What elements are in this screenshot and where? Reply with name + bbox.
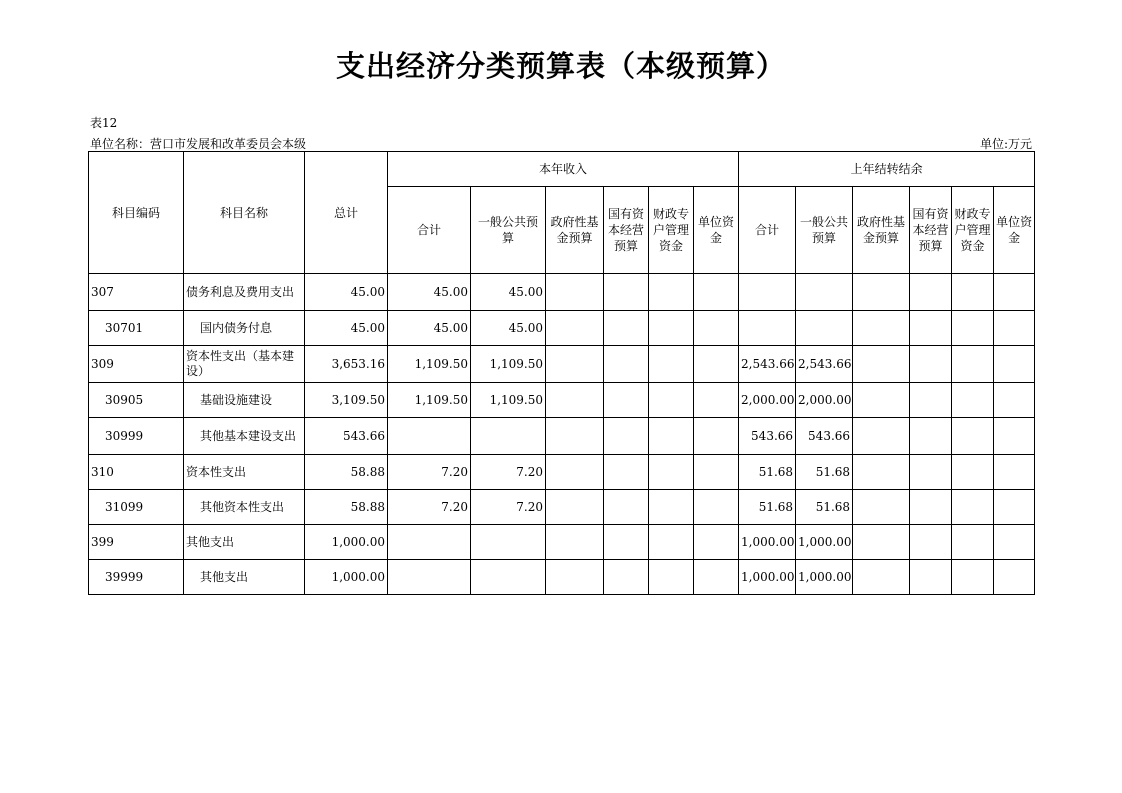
cell-py-state-capital bbox=[910, 560, 952, 595]
cell-cy-state-capital bbox=[604, 346, 649, 383]
cell-cy-total: 45.00 bbox=[388, 274, 471, 311]
cell-py-gov-fund bbox=[853, 346, 910, 383]
cell-py-general: 543.66 bbox=[796, 418, 853, 455]
cell-py-total: 2,000.00 bbox=[739, 383, 796, 418]
cell-code: 39999 bbox=[89, 560, 184, 595]
cell-cy-unit-funds bbox=[694, 383, 739, 418]
cell-name: 资本性支出（基本建设） bbox=[184, 346, 305, 383]
cell-cy-total bbox=[388, 418, 471, 455]
cell-py-gov-fund bbox=[853, 560, 910, 595]
header-cy-general: 一般公共预算 bbox=[471, 187, 546, 274]
header-py-unit-funds: 单位资金 bbox=[994, 187, 1035, 274]
cell-py-general bbox=[796, 311, 853, 346]
cell-cy-total: 45.00 bbox=[388, 311, 471, 346]
cell-py-unit-funds bbox=[994, 346, 1035, 383]
header-prior-year-group: 上年结转结余 bbox=[739, 152, 1035, 187]
table-row bbox=[89, 490, 1035, 525]
cell-cy-unit-funds bbox=[694, 274, 739, 311]
header-cy-fiscal-special: 财政专户管理资金 bbox=[649, 187, 694, 274]
header-cy-state-capital: 国有资本经营预算 bbox=[604, 187, 649, 274]
cell-name: 其他资本性支出 bbox=[184, 490, 305, 525]
cell-py-fiscal-special bbox=[952, 311, 994, 346]
cell-cy-gov-fund bbox=[546, 560, 604, 595]
header-py-gov-fund: 政府性基金预算 bbox=[853, 187, 910, 274]
table-row bbox=[89, 525, 1035, 560]
cell-cy-fiscal-special bbox=[649, 274, 694, 311]
cell-py-state-capital bbox=[910, 274, 952, 311]
cell-py-unit-funds bbox=[994, 455, 1035, 490]
cell-cy-general: 7.20 bbox=[471, 455, 546, 490]
cell-cy-total: 7.20 bbox=[388, 490, 471, 525]
cell-py-total: 2,543.66 bbox=[739, 346, 796, 383]
cell-py-total: 1,000.00 bbox=[739, 525, 796, 560]
cell-cy-state-capital bbox=[604, 383, 649, 418]
cell-py-unit-funds bbox=[994, 311, 1035, 346]
table-row bbox=[89, 455, 1035, 490]
cell-py-fiscal-special bbox=[952, 455, 994, 490]
cell-py-fiscal-special bbox=[952, 274, 994, 311]
cell-py-total bbox=[739, 274, 796, 311]
cell-name: 债务利息及费用支出 bbox=[184, 274, 305, 311]
header-cy-total: 合计 bbox=[388, 187, 471, 274]
cell-cy-general: 45.00 bbox=[471, 274, 546, 311]
cell-py-state-capital bbox=[910, 346, 952, 383]
cell-name: 国内债务付息 bbox=[184, 311, 305, 346]
cell-name: 其他支出 bbox=[184, 560, 305, 595]
cell-cy-general bbox=[471, 560, 546, 595]
cell-py-total bbox=[739, 311, 796, 346]
header-total: 总计 bbox=[305, 152, 388, 274]
header-name: 科目名称 bbox=[184, 152, 305, 274]
cell-cy-fiscal-special bbox=[649, 560, 694, 595]
cell-cy-general: 1,109.50 bbox=[471, 346, 546, 383]
cell-py-total: 543.66 bbox=[739, 418, 796, 455]
cell-total: 1,000.00 bbox=[305, 560, 388, 595]
cell-py-gov-fund bbox=[853, 383, 910, 418]
cell-total: 3,109.50 bbox=[305, 383, 388, 418]
cell-py-unit-funds bbox=[994, 383, 1035, 418]
cell-py-gov-fund bbox=[853, 274, 910, 311]
header-cy-gov-fund: 政府性基金预算 bbox=[546, 187, 604, 274]
cell-cy-unit-funds bbox=[694, 560, 739, 595]
unit-name-label: 单位名称：营口市发展和改革委员会本级 bbox=[90, 137, 307, 151]
cell-py-state-capital bbox=[910, 311, 952, 346]
cell-cy-unit-funds bbox=[694, 525, 739, 560]
cell-cy-gov-fund bbox=[546, 346, 604, 383]
cell-py-total: 1,000.00 bbox=[739, 560, 796, 595]
cell-py-unit-funds bbox=[994, 274, 1035, 311]
cell-cy-gov-fund bbox=[546, 274, 604, 311]
cell-py-gov-fund bbox=[853, 311, 910, 346]
page-title: 支出经济分类预算表（本级预算） bbox=[335, 49, 786, 83]
cell-name: 资本性支出 bbox=[184, 455, 305, 490]
cell-cy-total: 7.20 bbox=[388, 455, 471, 490]
cell-cy-unit-funds bbox=[694, 418, 739, 455]
cell-total: 1,000.00 bbox=[305, 525, 388, 560]
budget-table bbox=[88, 151, 1035, 595]
table-number: 表12 bbox=[90, 116, 118, 130]
cell-total: 58.88 bbox=[305, 490, 388, 525]
cell-cy-gov-fund bbox=[546, 311, 604, 346]
cell-py-unit-funds bbox=[994, 560, 1035, 595]
cell-py-unit-funds bbox=[994, 418, 1035, 455]
cell-cy-general bbox=[471, 418, 546, 455]
table-row bbox=[89, 346, 1035, 383]
cell-cy-fiscal-special bbox=[649, 311, 694, 346]
cell-total: 45.00 bbox=[305, 274, 388, 311]
cell-py-general: 51.68 bbox=[796, 455, 853, 490]
cell-cy-fiscal-special bbox=[649, 525, 694, 560]
table-row bbox=[89, 418, 1035, 455]
cell-cy-general: 45.00 bbox=[471, 311, 546, 346]
cell-cy-unit-funds bbox=[694, 490, 739, 525]
cell-code: 307 bbox=[89, 274, 184, 311]
cell-cy-state-capital bbox=[604, 418, 649, 455]
cell-cy-gov-fund bbox=[546, 418, 604, 455]
cell-cy-state-capital bbox=[604, 560, 649, 595]
cell-py-state-capital bbox=[910, 418, 952, 455]
cell-py-gov-fund bbox=[853, 455, 910, 490]
cell-name: 其他支出 bbox=[184, 525, 305, 560]
cell-cy-state-capital bbox=[604, 455, 649, 490]
header-py-total: 合计 bbox=[739, 187, 796, 274]
cell-py-gov-fund bbox=[853, 490, 910, 525]
cell-cy-general: 7.20 bbox=[471, 490, 546, 525]
cell-code: 31099 bbox=[89, 490, 184, 525]
cell-py-total: 51.68 bbox=[739, 490, 796, 525]
cell-cy-general bbox=[471, 525, 546, 560]
cell-cy-total bbox=[388, 525, 471, 560]
cell-name: 基础设施建设 bbox=[184, 383, 305, 418]
cell-cy-state-capital bbox=[604, 311, 649, 346]
cell-code: 30905 bbox=[89, 383, 184, 418]
cell-py-general: 2,543.66 bbox=[796, 346, 853, 383]
table-row bbox=[89, 311, 1035, 346]
cell-cy-unit-funds bbox=[694, 311, 739, 346]
header-py-state-capital: 国有资本经营预算 bbox=[910, 187, 952, 274]
cell-cy-gov-fund bbox=[546, 455, 604, 490]
header-py-general: 一般公共预算 bbox=[796, 187, 853, 274]
table-row bbox=[89, 383, 1035, 418]
cell-py-state-capital bbox=[910, 455, 952, 490]
cell-cy-total: 1,109.50 bbox=[388, 346, 471, 383]
cell-py-general: 1,000.00 bbox=[796, 525, 853, 560]
cell-py-total: 51.68 bbox=[739, 455, 796, 490]
cell-code: 309 bbox=[89, 346, 184, 383]
cell-cy-state-capital bbox=[604, 274, 649, 311]
cell-code: 30701 bbox=[89, 311, 184, 346]
cell-py-fiscal-special bbox=[952, 418, 994, 455]
cell-cy-total: 1,109.50 bbox=[388, 383, 471, 418]
cell-cy-gov-fund bbox=[546, 490, 604, 525]
cell-py-general: 51.68 bbox=[796, 490, 853, 525]
cell-py-fiscal-special bbox=[952, 346, 994, 383]
cell-code: 30999 bbox=[89, 418, 184, 455]
table-row bbox=[89, 560, 1035, 595]
cell-cy-fiscal-special bbox=[649, 418, 694, 455]
cell-py-fiscal-special bbox=[952, 525, 994, 560]
header-py-fiscal-special: 财政专户管理资金 bbox=[952, 187, 994, 274]
cell-cy-fiscal-special bbox=[649, 490, 694, 525]
cell-py-general bbox=[796, 274, 853, 311]
cell-py-unit-funds bbox=[994, 490, 1035, 525]
cell-py-state-capital bbox=[910, 383, 952, 418]
cell-cy-unit-funds bbox=[694, 346, 739, 383]
cell-name: 其他基本建设支出 bbox=[184, 418, 305, 455]
cell-total: 45.00 bbox=[305, 311, 388, 346]
cell-py-gov-fund bbox=[853, 418, 910, 455]
cell-py-state-capital bbox=[910, 490, 952, 525]
cell-py-general: 1,000.00 bbox=[796, 560, 853, 595]
cell-code: 399 bbox=[89, 525, 184, 560]
cell-py-fiscal-special bbox=[952, 383, 994, 418]
cell-cy-fiscal-special bbox=[649, 383, 694, 418]
cell-cy-state-capital bbox=[604, 490, 649, 525]
cell-py-general: 2,000.00 bbox=[796, 383, 853, 418]
cell-cy-gov-fund bbox=[546, 525, 604, 560]
header-code: 科目编码 bbox=[89, 152, 184, 274]
cell-cy-state-capital bbox=[604, 525, 649, 560]
header-current-year-group: 本年收入 bbox=[388, 152, 739, 187]
header-cy-unit-funds: 单位资金 bbox=[694, 187, 739, 274]
table-row bbox=[89, 274, 1035, 311]
cell-py-gov-fund bbox=[853, 525, 910, 560]
cell-cy-general: 1,109.50 bbox=[471, 383, 546, 418]
cell-cy-gov-fund bbox=[546, 383, 604, 418]
cell-py-state-capital bbox=[910, 525, 952, 560]
cell-cy-total bbox=[388, 560, 471, 595]
cell-py-fiscal-special bbox=[952, 560, 994, 595]
cell-total: 3,653.16 bbox=[305, 346, 388, 383]
cell-total: 58.88 bbox=[305, 455, 388, 490]
cell-cy-fiscal-special bbox=[649, 346, 694, 383]
cell-cy-fiscal-special bbox=[649, 455, 694, 490]
cell-py-fiscal-special bbox=[952, 490, 994, 525]
cell-code: 310 bbox=[89, 455, 184, 490]
cell-cy-unit-funds bbox=[694, 455, 739, 490]
currency-unit-label: 单位:万元 bbox=[979, 137, 1032, 151]
cell-total: 543.66 bbox=[305, 418, 388, 455]
cell-py-unit-funds bbox=[994, 525, 1035, 560]
